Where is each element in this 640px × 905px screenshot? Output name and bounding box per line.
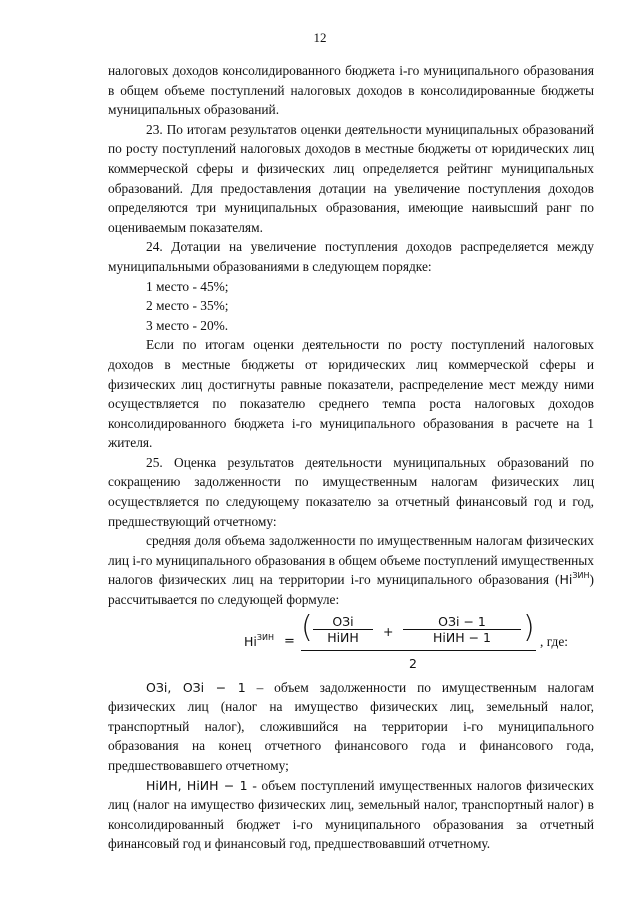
formula-plus: +	[383, 623, 394, 639]
definition-receipts-text: - объем поступлений имущественных налогов физических лиц (налог на имущество физических лиц, земельный налог, транспортный налог) в консолидированный бюджет i-го муниципального образования за отчетный финансовый год и финансовый год, предшествовавший отчетному.	[108, 777, 594, 852]
average-share-symbol: $Hi^{ЗИН}$	[559, 571, 590, 588]
formula-lhs: $Hi^{ЗИН}$	[244, 632, 275, 649]
list-item-place-3: 3 место - 20%.	[146, 317, 229, 333]
formula-term-2	[403, 614, 521, 645]
definition-debt-term: OЗi, OЗi − 1	[146, 679, 246, 695]
formula-term-2-denominator: HiИН − 1	[403, 629, 521, 645]
paragraph-23: 23. По итогам результатов оценки деятельности муниципальных образований по росту поступлений налоговых доходов в местные бюджеты от юридических лиц коммерческой сферы и физических лиц определяется рейтинг муниципальных образований. Для предоставления дотации на увеличение поступления доходов определяются три муниципальных образования, имеющие наивысший ранг по оцениваемым показателям.	[108, 121, 594, 235]
definition-debt-text: – объем задолженности по имущественным налогам физических лиц (налог на имущество физических лиц, земельный налог, транспортный налог), сложившийся на территории i-го муниципального образования на конец отчетного финансового года и финансового года, предшествовавшего отчетному;	[108, 679, 594, 773]
formula-close-paren: )	[523, 609, 535, 645]
formula-equals: =	[284, 633, 295, 649]
formula-where: , где:	[540, 633, 568, 649]
paragraph-average-share	[108, 531, 594, 609]
formula-fraction-bar	[301, 650, 536, 651]
document-body	[108, 61, 594, 854]
average-share-text-after: ) рассчитывается по следующей формуле:	[108, 572, 594, 608]
paragraph-equal-scores: Если по итогам оценки деятельности по росту поступлений налоговых доходов в местные бюджеты от юридических лиц коммерческой сферы и физических лиц достигнуты равные показатели, распределение мест между ними осуществляется по показателю среднего темпа роста налоговых доходов консолидированного бюджета i-го муниципального образования в расчете на 1 жителя.	[108, 337, 594, 451]
definition-receipts-term: HiИН, HiИН − 1	[146, 777, 248, 793]
formula-fraction	[301, 609, 541, 671]
formula-block	[108, 609, 594, 674]
paragraph-24: 24. Дотации на увеличение поступления доходов распределяется между муниципальными образованиями в следующем порядке:	[108, 239, 594, 274]
page-number: 12	[313, 30, 327, 45]
list-item-place-1: 1 место - 45%;	[146, 278, 229, 294]
formula-open-paren: (	[301, 609, 313, 645]
formula-numerator	[301, 609, 541, 648]
definition-debt-volume	[108, 678, 594, 776]
formula-denominator: 2	[409, 655, 417, 671]
formula-term-2-numerator: OЗi − 1	[438, 613, 486, 629]
formula-term-1	[313, 614, 373, 645]
formula-term-1-numerator: OЗi	[332, 613, 354, 629]
paragraph-25: 25. Оценка результатов деятельности муниципальных образований по сокращению задолженности по имущественным налогам физических лиц осуществляется по следующему показателю за отчетный финансовый год и год, предшествующий отчетному:	[108, 454, 594, 529]
definition-receipts-volume	[108, 776, 594, 854]
average-share-text-before: средняя доля объема задолженности по имущественным налогам физических лиц i-го муниципального образования в общем объеме поступлений имущественных налогов физических лиц на территории i-го муниципального образования (	[108, 533, 594, 588]
paragraph-continuation: налоговых доходов консолидированного бюджета i-го муниципального образования в общем объеме поступлений налоговых доходов в консолидированные бюджеты муниципальных образований.	[108, 63, 594, 118]
formula-term-1-denominator: HiИН	[313, 629, 373, 645]
list-item-place-2: 2 место - 35%;	[146, 298, 229, 314]
